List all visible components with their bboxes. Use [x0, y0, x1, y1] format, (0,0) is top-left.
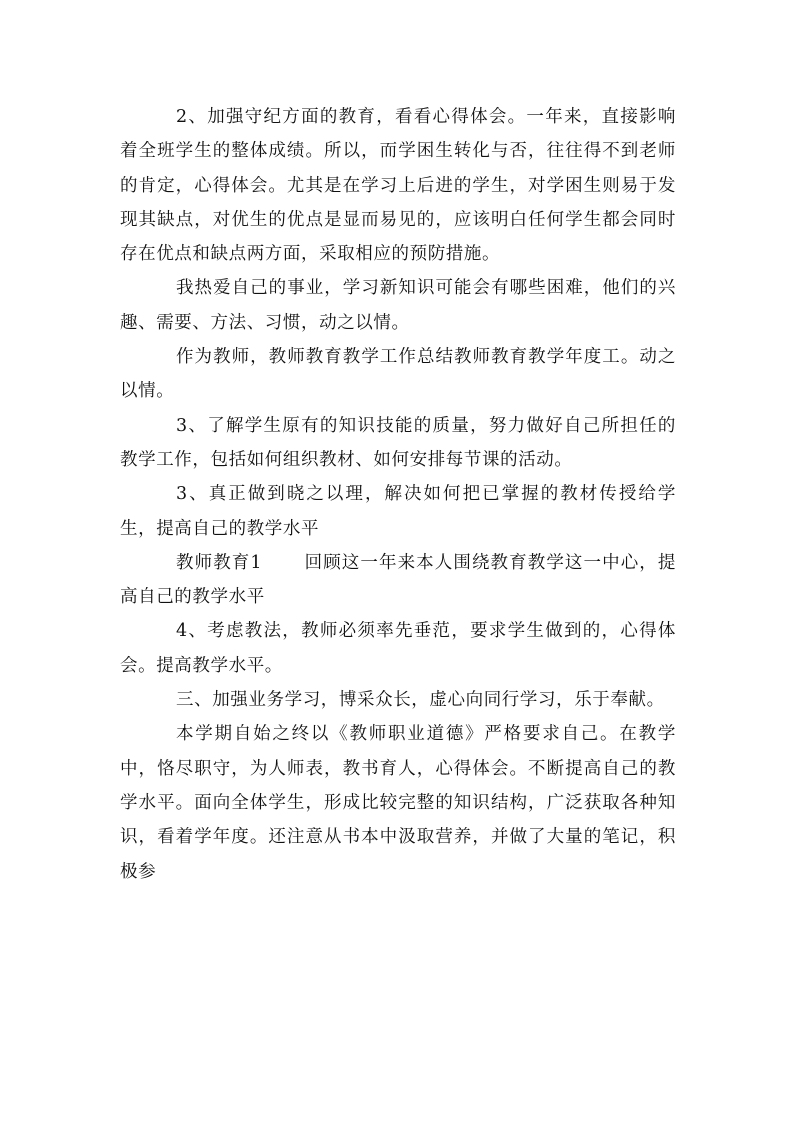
paragraph-professional-study: 三、加强业务学习，博采众长，虚心向同行学习，乐于奉献。 [176, 690, 665, 711]
paragraph-discipline: 2、加强守纪方面的教育，看看心得体会。一年来，直接影响着全班学生的整体成绩。所以，而学困生转化与否，往往得不到老师的肯定，心得体会。尤其是在学习上后进的学生，对学困生则易于发现其缺点，对优生的优点是显而易见的，应该明白任何学生都会同时存在优点和缺点两方面，采取相应的预防措施。 [120, 107, 676, 265]
paragraph-this-semester: 本学期自始之终以《教师职业道德》严格要求自己。在教学中，恪尽职守，为人师表，教书育人，心得体会。不断提高自己的教学水平。面向全体学生，形成比较完整的知识结构，广泛获取各种知识，看着学年度。还注意从书本中汲取营养，并做了大量的笔记，积极参 [120, 724, 676, 882]
paragraph-label: 教师教育1 [176, 552, 263, 573]
paragraph-reason: 3、真正做到晓之以理，解决如何把已掌握的教材传授给学生，提高自己的教学水平 [120, 484, 676, 539]
paragraph-teaching-method: 4、考虑教法，教师必须率先垂范，要求学生做到的，心得体会。提高教学水平。 [120, 621, 676, 676]
paragraph-understand-students: 3、了解学生原有的知识技能的质量，努力做好自己所担任的教学工作，包括如何组织教材、如何安排每节课的活动。 [120, 415, 676, 470]
paragraph-teacher-education-1 [120, 546, 676, 615]
document-body [120, 100, 676, 889]
paragraph-as-teacher: 作为教师，教师教育教学工作总结教师教育教学年度工。动之以情。 [120, 347, 676, 402]
paragraph-label-text: 回顾这一年来本人围绕教育教学这一中心，提高自己的教学水平 [120, 552, 677, 608]
paragraph-love-career: 我热爱自己的事业，学习新知识可能会有哪些困难，他们的兴趣、需要、方法、习惯，动之以情。 [120, 278, 676, 333]
